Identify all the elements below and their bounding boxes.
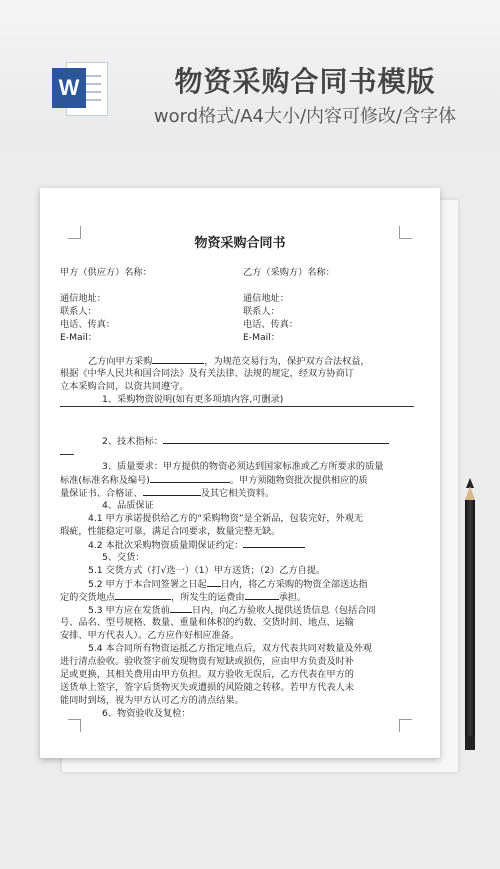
section-4-1-line1: 4.1 甲方承诺提供给乙方的“采购物资”是全新品，包装完好，外观无 — [88, 513, 364, 524]
section-5-3-line3: 安排、甲方代表人）。乙方应作好相应准备。 — [60, 630, 240, 641]
table-line — [60, 406, 414, 407]
page-subtitle: word格式/A4大小/内容可修改/含字体 — [153, 106, 457, 127]
word-badge: W — [52, 68, 86, 108]
section-3-line1: 3、质量要求：甲方提供的物资必须达到国家标准或乙方所要求的质量 — [102, 461, 384, 472]
underline-short — [60, 454, 74, 455]
email-a-label: E-Mail： — [60, 332, 97, 343]
crop-mark — [399, 719, 412, 732]
section-5-4-line3: 足或更换，其相关费用由甲方负担。双方验收无误后，乙方代表在甲方的 — [60, 669, 354, 680]
section-5-4-line1: 5.4 本合同所有物资运抵乙方指定地点后，双方代表共同对数量及外观 — [88, 643, 372, 654]
document-sheet — [40, 188, 440, 758]
contact-a-label: 联系人： — [60, 306, 97, 317]
party-b-label: 乙方（采购方）名称： — [243, 267, 335, 278]
section-5-1: 5.1 交货方式（打√选一）（1）甲方送货；（2）乙方自提。 — [88, 565, 326, 576]
paragraph-intro-line2: 根据《中华人民共和国合同法》及有关法律、法规的规定，经双方协商订 — [60, 368, 354, 379]
address-b-label: 通信地址： — [243, 293, 289, 304]
section-4-2: 4.2 本批次采购物资质量期保证约定： — [88, 538, 305, 552]
section-5-3-line2: 号、品名、型号规格、数量、重量和体积的约数、交货时间、地点、运输 — [60, 617, 354, 628]
section-5-2-line2: 定的交货地点 ，所发生的运费由 承担。 — [60, 592, 307, 603]
paragraph-intro-line1: 乙方向甲方采购 ，为规范交易行为，保护双方合法权益， — [88, 356, 370, 367]
section-4-heading: 4、品质保证 — [102, 500, 154, 511]
address-a-label: 通信地址： — [60, 293, 106, 304]
section-5-3-line1: 5.3 甲方应在发货前 日内，向乙方验收人提供送货信息（包括合同 — [88, 605, 376, 616]
header-banner — [0, 0, 500, 150]
phone-a-label: 电话、传真： — [60, 319, 116, 330]
section-1-heading: 1、采购物资说明(如有更多项填内容,可删录) — [102, 394, 284, 405]
section-5-2-line1: 5.2 甲方于本合同签署之日起 日内，将乙方采购的物资全部送达指 — [88, 579, 368, 590]
contact-b-label: 联系人： — [243, 306, 280, 317]
pencil-icon — [464, 478, 476, 760]
section-2-heading: 2、技术指标： — [102, 434, 389, 448]
page-title: 物资采购合同书模版 — [174, 65, 436, 98]
word-document-icon — [52, 58, 106, 118]
phone-b-label: 电话、传真： — [243, 319, 299, 330]
section-4-1-line2: 瑕疵，性能稳定可靠，满足合同要求，数量完整无缺。 — [60, 526, 281, 537]
email-b-label: E-Mail： — [243, 332, 280, 343]
section-3-line3: 量保证书、合格证、 及其它相关资料。 — [60, 488, 275, 499]
section-5-4-line4: 送货单上签字，签字后货物灭失或遭损的风险随之转移。若甲方代表人未 — [60, 682, 354, 693]
section-5-heading: 5、交货： — [102, 552, 145, 563]
party-a-label: 甲方（供应方）名称： — [60, 267, 152, 278]
crop-mark — [68, 719, 81, 732]
paragraph-intro-line3: 立本采购合同，以资共同遵守。 — [60, 381, 189, 392]
section-5-4-line5: 能同时到场，视为甲方认可乙方的清点结果。 — [60, 695, 244, 706]
document-title: 物资采购合同书 — [194, 236, 286, 251]
section-5-4-line2: 进行清点验收。验收签字前发现物资有短缺或损伤，应由甲方负责及时补 — [60, 656, 354, 667]
section-3-line2: 标准(标准名称及编号) 。甲方须随物资批次提供相应的质 — [60, 475, 368, 486]
section-6-heading: 6、物资验收及复检： — [102, 708, 191, 719]
